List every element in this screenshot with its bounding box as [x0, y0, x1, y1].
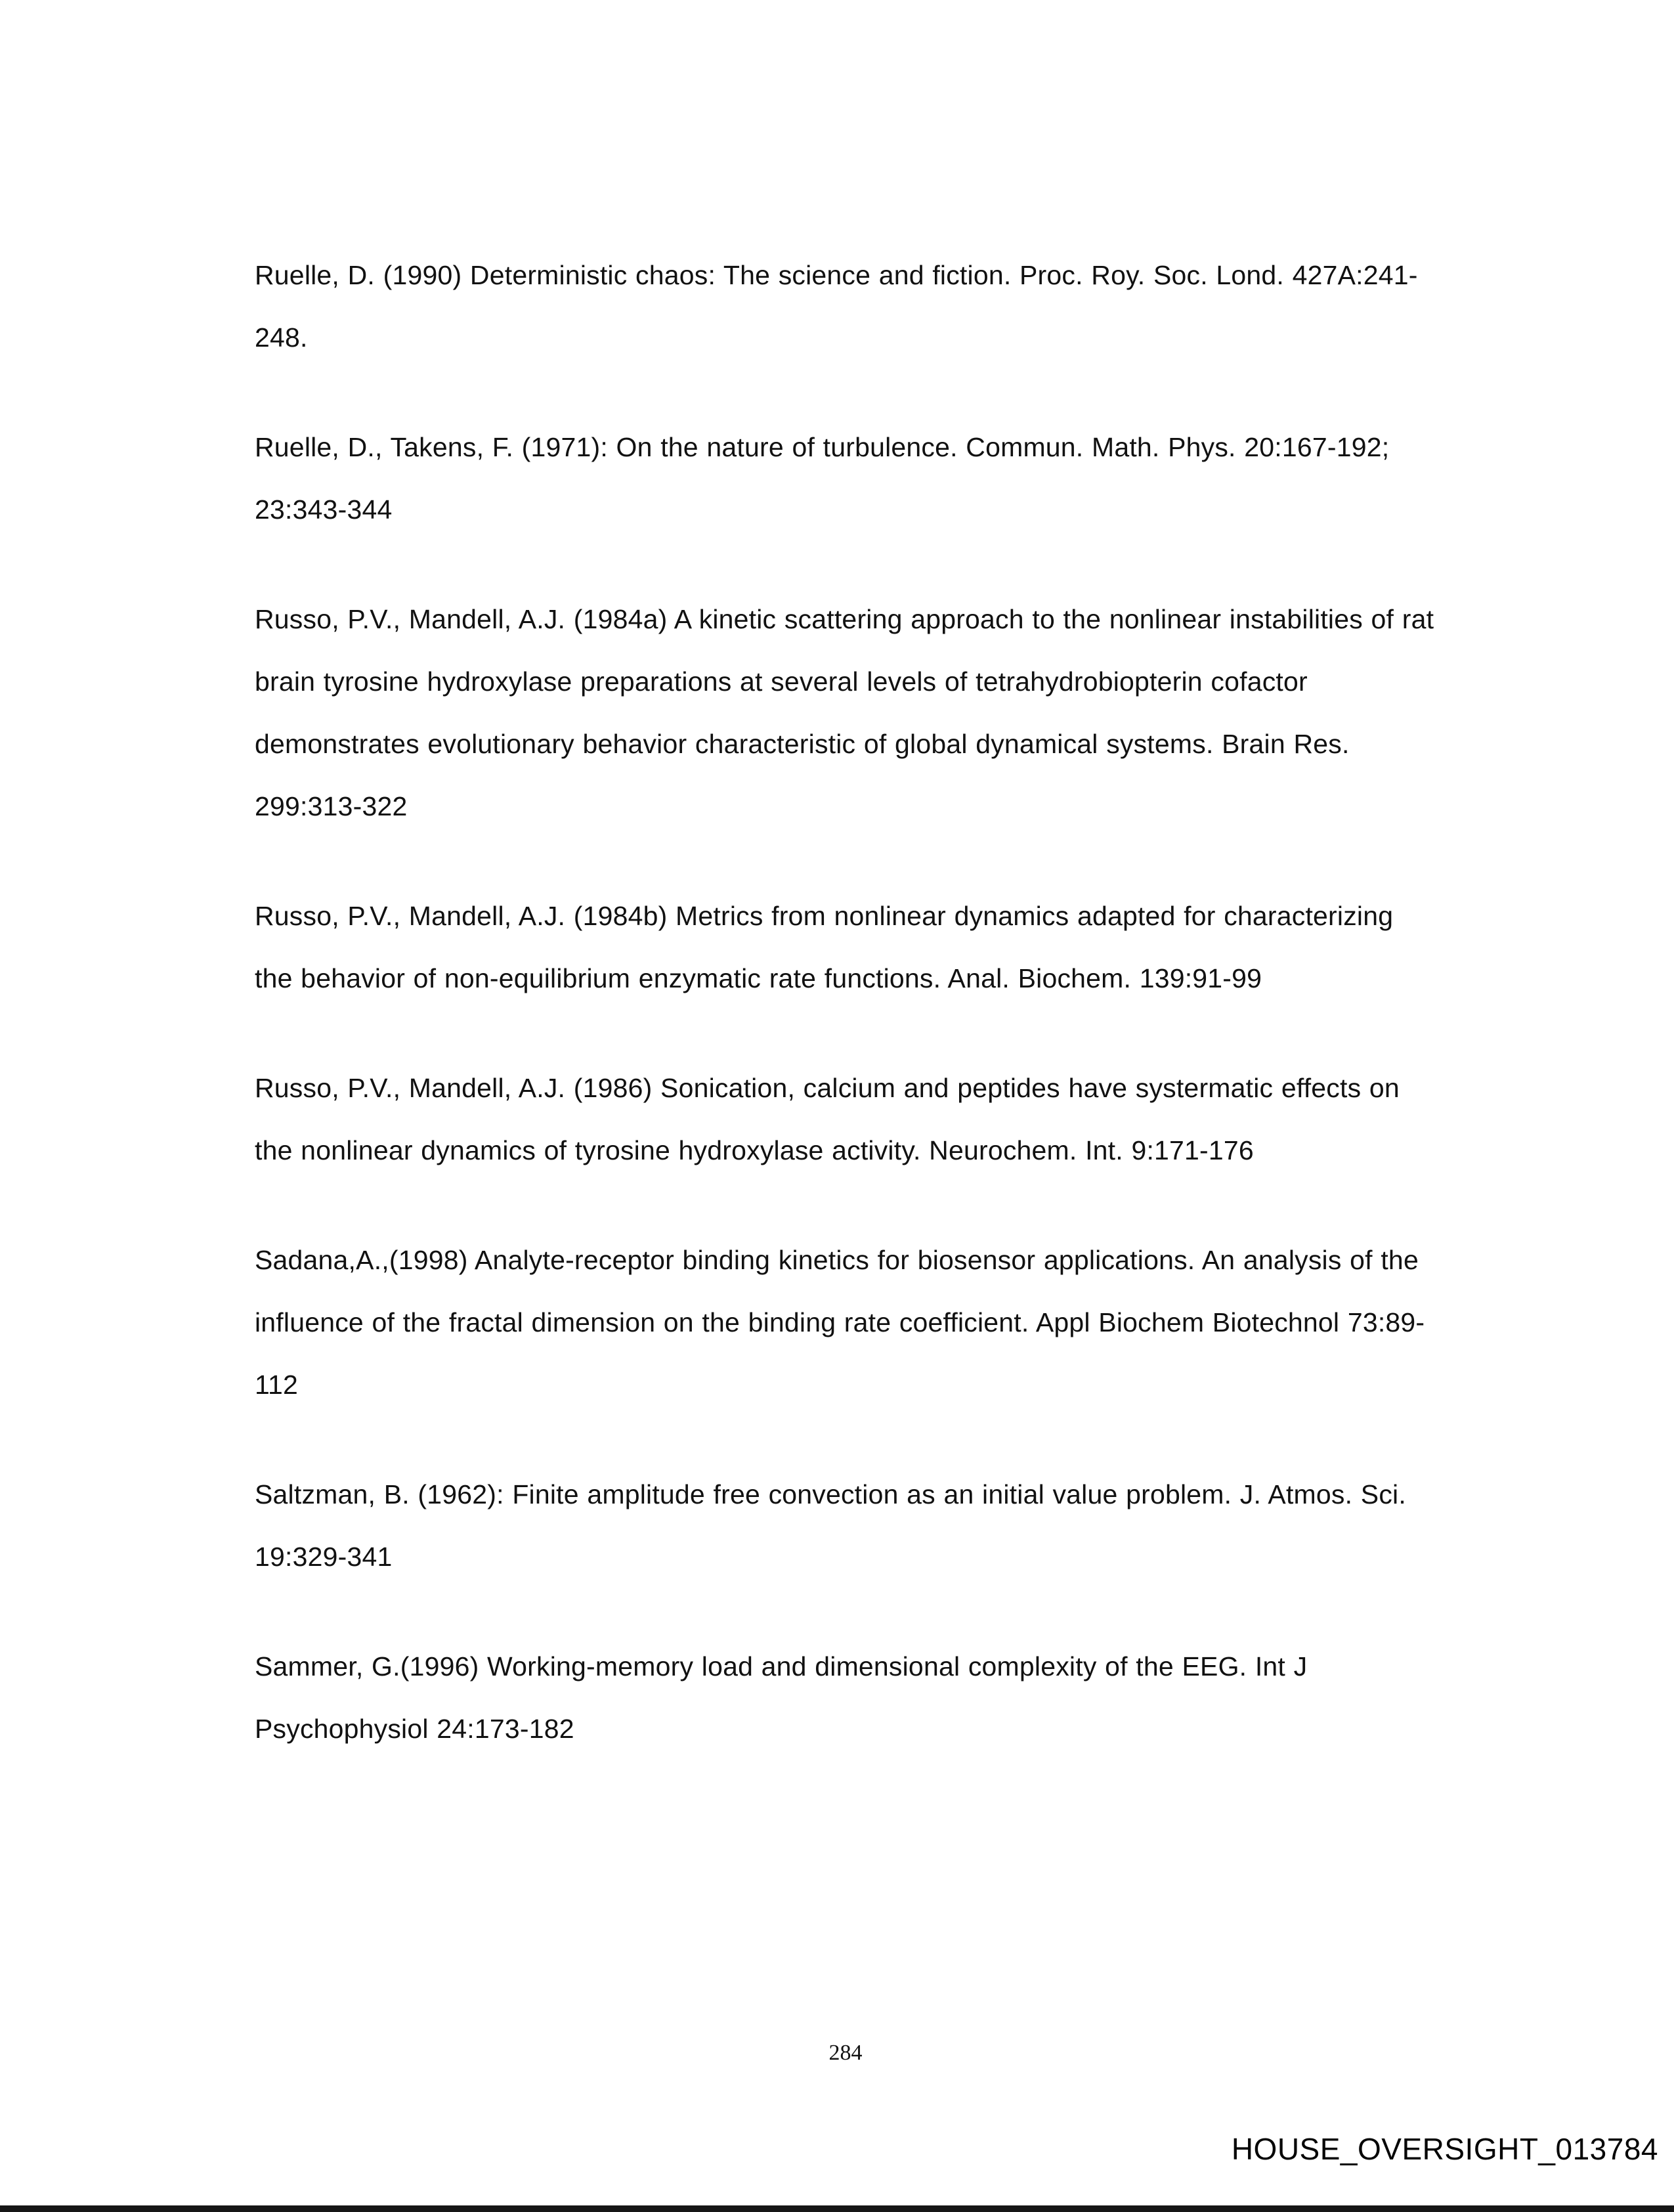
reference-entry: Russo, P.V., Mandell, A.J. (1986) Sonication, calcium and peptides have systermatic effects on the nonlinear dynamics of tyrosine hydroxylase activity. Neurochem. Int. 9:171-176 [255, 1073, 1400, 1165]
reference-entry: Sammer, G.(1996) Working-memory load and dimensional complexity of the EEG. Int J Psychophysiol 24:173-182 [255, 1651, 1308, 1744]
reference-entry: Ruelle, D., Takens, F. (1971): On the nature of turbulence. Commun. Math. Phys. 20:167-192; 23:343-344 [255, 432, 1390, 525]
reference-entry: Russo, P.V., Mandell, A.J. (1984b) Metrics from nonlinear dynamics adapted for characterizing the behavior of non-equilibrium enzymatic rate functions. Anal. Biochem. 139:91-99 [255, 901, 1394, 993]
page-number: 284 [828, 2041, 863, 2065]
references-list [255, 244, 1436, 1808]
reference-entry: Ruelle, D. (1990) Deterministic chaos: The science and fiction. Proc. Roy. Soc. Lond. 427A:241-248. [255, 260, 1418, 353]
bottom-edge-bar [0, 2205, 1674, 2212]
oversight-stamp: HOUSE_OVERSIGHT_013784 [1231, 2132, 1658, 2166]
reference-entry: Russo, P.V., Mandell, A.J. (1984a) A kinetic scattering approach to the nonlinear instabilities of rat brain tyrosine hydroxylase preparations at several levels of tetrahydrobiopterin cofactor demonstrates evolutionary behavior characteristic of global dynamical systems. Brain Res. 299:313-322 [255, 604, 1434, 821]
reference-entry: Sadana,A.,(1998) Analyte-receptor binding kinetics for biosensor applications. An analysis of the influence of the fractal dimension on the binding rate coefficient. Appl Biochem Biotechnol 73:89-112 [255, 1245, 1425, 1400]
reference-entry: Saltzman, B. (1962): Finite amplitude free convection as an initial value problem. J. Atmos. Sci. 19:329-341 [255, 1479, 1406, 1572]
